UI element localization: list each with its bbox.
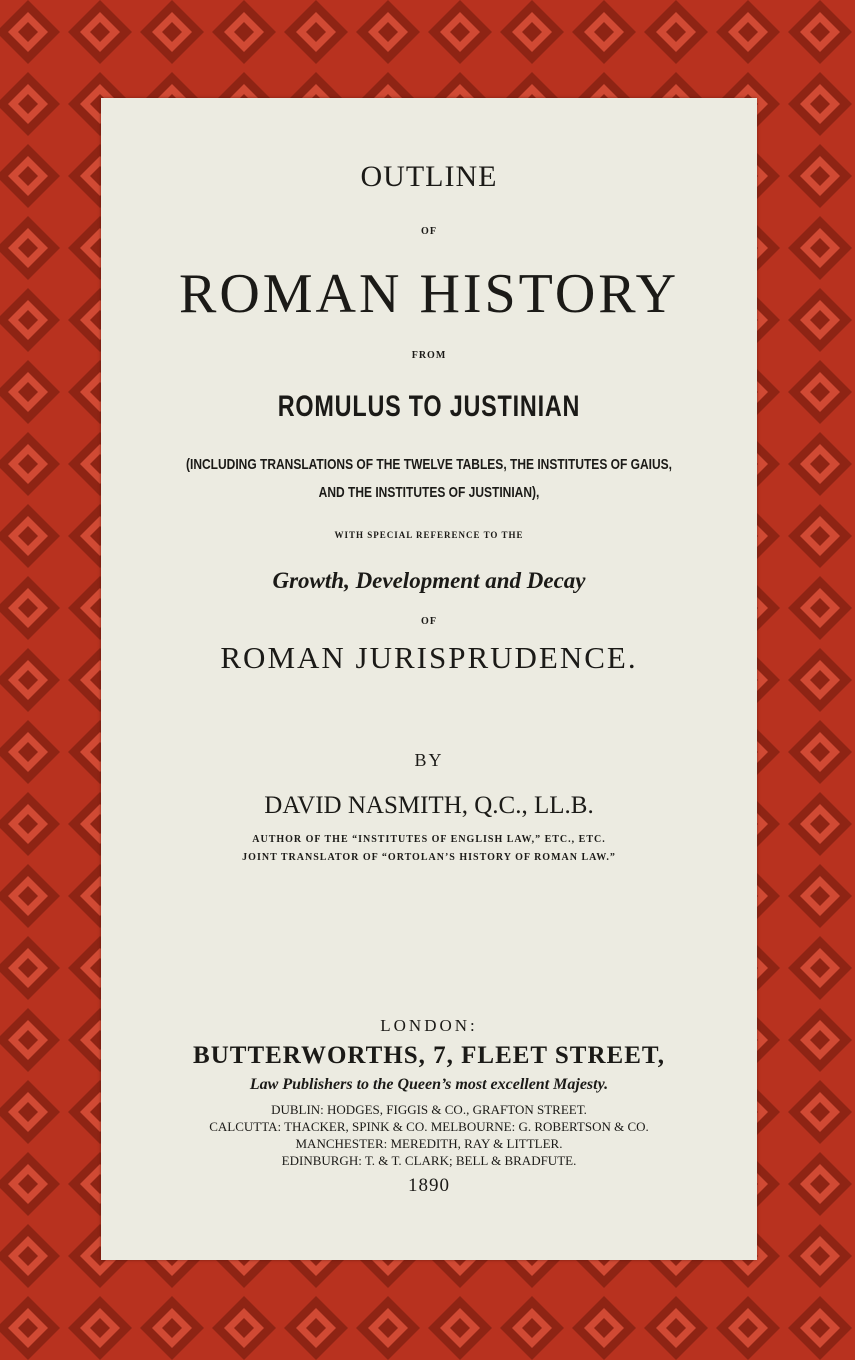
- book-subtitle: ROMULUS TO JUSTINIAN: [277, 390, 581, 423]
- jurisprudence-heading: ROMAN JURISPRUDENCE.: [220, 640, 638, 675]
- author-credit-2: JOINT TRANSLATOR OF “ORTOLAN’S HISTORY OF ROMAN LAW.”: [242, 852, 616, 863]
- outline-heading: OUTLINE: [360, 160, 498, 193]
- imprint-manchester: MANCHESTER: MEREDITH, RAY & LITTLER.: [295, 1136, 563, 1151]
- author-name: DAVID NASMITH, Q.C., LL.B.: [264, 792, 594, 819]
- book-title: ROMAN HISTORY: [178, 263, 680, 325]
- title-page-label: [101, 98, 757, 1260]
- reference-note: WITH SPECIAL REFERENCE TO THE: [334, 530, 524, 540]
- connector-from: FROM: [411, 350, 447, 361]
- contents-note-line-1: (INCLUDING TRANSLATIONS OF THE TWELVE TABLES, THE INSTITUTES OF GAIUS,: [186, 456, 672, 473]
- growth-blackletter-line: Growth, Development and Decay: [272, 568, 586, 593]
- connector-of: OF: [421, 226, 437, 237]
- imprint-calcutta-melbourne: CALCUTTA: THACKER, SPINK & CO. MELBOURNE: G. ROBERTSON & CO.: [209, 1119, 649, 1134]
- publication-year: 1890: [408, 1175, 450, 1196]
- imprint-publisher: BUTTERWORTHS, 7, FLEET STREET,: [193, 1042, 665, 1069]
- imprint-edinburgh: EDINBURGH: T. & T. CLARK; BELL & BRADFUTE.: [281, 1153, 577, 1168]
- contents-note-line-2: AND THE INSTITUTES OF JUSTINIAN),: [318, 484, 540, 501]
- connector-of-2: OF: [421, 616, 437, 627]
- imprint-law-publishers: Law Publishers to the Queen’s most excellent Majesty.: [249, 1076, 609, 1093]
- imprint-city: LONDON:: [380, 1016, 478, 1035]
- imprint-dublin: DUBLIN: HODGES, FIGGIS & CO., GRAFTON STREET.: [271, 1102, 587, 1117]
- author-credit-1: AUTHOR OF THE “INSTITUTES OF ENGLISH LAW,” ETC., ETC.: [252, 834, 606, 845]
- by-line: BY: [414, 750, 444, 770]
